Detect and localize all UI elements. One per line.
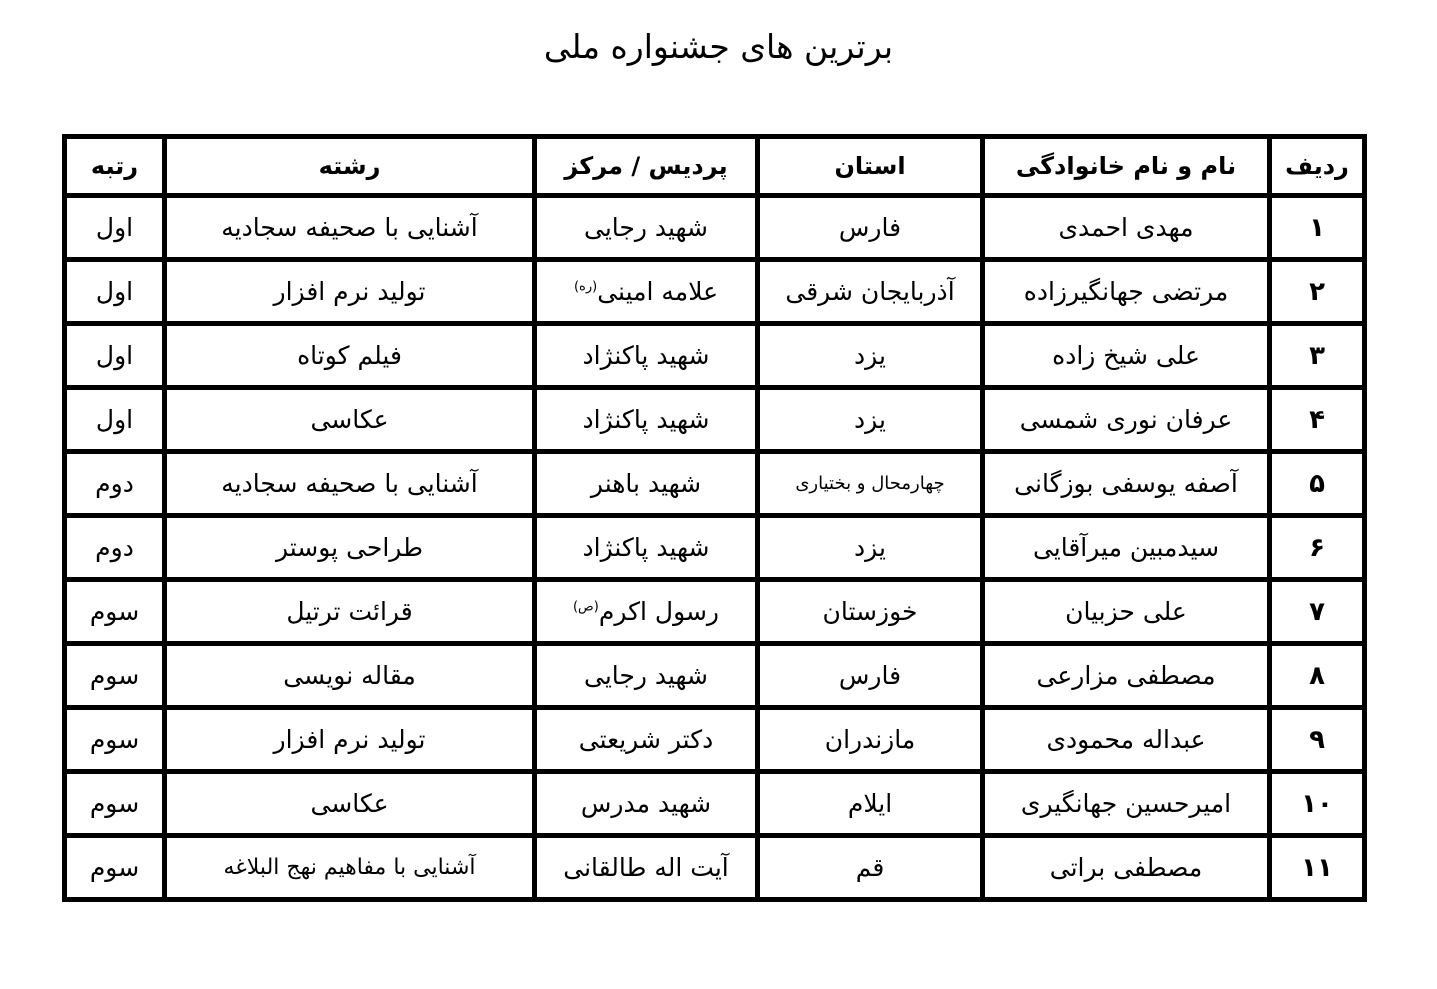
table-row bbox=[65, 260, 1365, 324]
campus-name: آیت اله طالقانی bbox=[563, 853, 729, 882]
campus-name: شهید باهنر bbox=[590, 469, 702, 498]
cell-province: ایلام bbox=[758, 772, 983, 836]
cell-field: عکاسی bbox=[165, 772, 535, 836]
table-row bbox=[65, 772, 1365, 836]
header-field: رشته bbox=[165, 137, 535, 196]
cell-campus bbox=[535, 516, 758, 580]
cell-row-number: ۷ bbox=[1270, 580, 1365, 644]
cell-province: یزد bbox=[758, 324, 983, 388]
cell-name: سیدمبین میرآقایی bbox=[983, 516, 1270, 580]
cell-row-number: ۸ bbox=[1270, 644, 1365, 708]
cell-name: مهدی احمدی bbox=[983, 196, 1270, 260]
cell-field: آشنایی با مفاهیم نهج البلاغه bbox=[165, 836, 535, 900]
campus-honorific-superscript: (ره) bbox=[573, 279, 598, 295]
cell-field: طراحی پوستر bbox=[165, 516, 535, 580]
cell-province: آذربایجان شرقی bbox=[758, 260, 983, 324]
cell-campus bbox=[535, 644, 758, 708]
table-row bbox=[65, 196, 1365, 260]
cell-row-number: ۲ bbox=[1270, 260, 1365, 324]
cell-field: آشنایی با صحیفه سجادیه bbox=[165, 196, 535, 260]
cell-rank: اول bbox=[65, 196, 165, 260]
campus-name: شهید پاکنژاد bbox=[582, 341, 710, 370]
cell-rank: اول bbox=[65, 260, 165, 324]
cell-name: مرتضی جهانگیرزاده bbox=[983, 260, 1270, 324]
cell-province: خوزستان bbox=[758, 580, 983, 644]
cell-campus bbox=[535, 836, 758, 900]
cell-row-number: ۹ bbox=[1270, 708, 1365, 772]
cell-campus bbox=[535, 196, 758, 260]
cell-rank: سوم bbox=[65, 580, 165, 644]
campus-honorific-superscript: (ص) bbox=[572, 599, 599, 615]
table-row bbox=[65, 388, 1365, 452]
cell-row-number: ۱۰ bbox=[1270, 772, 1365, 836]
header-rank: رتبه bbox=[65, 137, 165, 196]
cell-rank: دوم bbox=[65, 516, 165, 580]
cell-name: علی شیخ زاده bbox=[983, 324, 1270, 388]
winners-table bbox=[62, 134, 1367, 902]
cell-row-number: ۱۱ bbox=[1270, 836, 1365, 900]
cell-province: یزد bbox=[758, 388, 983, 452]
table-row bbox=[65, 580, 1365, 644]
campus-name: شهید مدرس bbox=[580, 789, 712, 818]
cell-province: یزد bbox=[758, 516, 983, 580]
cell-field: قرائت ترتیل bbox=[165, 580, 535, 644]
campus-name: شهید رجایی bbox=[583, 213, 709, 242]
cell-field: آشنایی با صحیفه سجادیه bbox=[165, 452, 535, 516]
cell-rank: سوم bbox=[65, 772, 165, 836]
cell-field: تولید نرم افزار bbox=[165, 260, 535, 324]
cell-name: عرفان نوری شمسی bbox=[983, 388, 1270, 452]
table-row bbox=[65, 708, 1365, 772]
cell-name: آصفه یوسفی بوزگانی bbox=[983, 452, 1270, 516]
cell-rank: اول bbox=[65, 388, 165, 452]
header-row-number: ردیف bbox=[1270, 137, 1365, 196]
table-row bbox=[65, 452, 1365, 516]
cell-campus bbox=[535, 388, 758, 452]
campus-name: شهید پاکنژاد bbox=[582, 405, 710, 434]
cell-row-number: ۶ bbox=[1270, 516, 1365, 580]
cell-province: چهارمحال و بختیاری bbox=[758, 452, 983, 516]
cell-field: عکاسی bbox=[165, 388, 535, 452]
cell-province: فارس bbox=[758, 644, 983, 708]
cell-name: علی حزبیان bbox=[983, 580, 1270, 644]
table-row bbox=[65, 644, 1365, 708]
cell-campus bbox=[535, 452, 758, 516]
cell-field: فیلم کوتاه bbox=[165, 324, 535, 388]
header-name: نام و نام خانوادگی bbox=[983, 137, 1270, 196]
cell-field: مقاله نویسی bbox=[165, 644, 535, 708]
cell-row-number: ۱ bbox=[1270, 196, 1365, 260]
table-row bbox=[65, 324, 1365, 388]
campus-name: علامه امینی bbox=[597, 277, 719, 306]
page-title: برترین های جشنواره ملی bbox=[543, 27, 894, 66]
header-province: استان bbox=[758, 137, 983, 196]
header-row bbox=[65, 137, 1365, 196]
table-row bbox=[65, 516, 1365, 580]
cell-campus bbox=[535, 580, 758, 644]
cell-rank: دوم bbox=[65, 452, 165, 516]
cell-rank: سوم bbox=[65, 708, 165, 772]
cell-campus bbox=[535, 324, 758, 388]
cell-row-number: ۳ bbox=[1270, 324, 1365, 388]
cell-campus bbox=[535, 708, 758, 772]
campus-name: شهید رجایی bbox=[583, 661, 709, 690]
cell-campus bbox=[535, 772, 758, 836]
cell-rank: سوم bbox=[65, 644, 165, 708]
cell-rank: اول bbox=[65, 324, 165, 388]
cell-field: تولید نرم افزار bbox=[165, 708, 535, 772]
cell-rank: سوم bbox=[65, 836, 165, 900]
campus-name: دکتر شریعتی bbox=[578, 725, 714, 754]
campus-name: شهید پاکنژاد bbox=[582, 533, 710, 562]
cell-row-number: ۵ bbox=[1270, 452, 1365, 516]
cell-name: عبداله محمودی bbox=[983, 708, 1270, 772]
cell-province: قم bbox=[758, 836, 983, 900]
cell-name: امیرحسین جهانگیری bbox=[983, 772, 1270, 836]
cell-province: مازندران bbox=[758, 708, 983, 772]
cell-row-number: ۴ bbox=[1270, 388, 1365, 452]
cell-province: فارس bbox=[758, 196, 983, 260]
cell-name: مصطفی مزارعی bbox=[983, 644, 1270, 708]
table-row bbox=[65, 836, 1365, 900]
header-campus: پردیس / مرکز bbox=[535, 137, 758, 196]
campus-name: رسول اکرم bbox=[598, 597, 720, 626]
cell-name: مصطفی براتی bbox=[983, 836, 1270, 900]
cell-campus bbox=[535, 260, 758, 324]
